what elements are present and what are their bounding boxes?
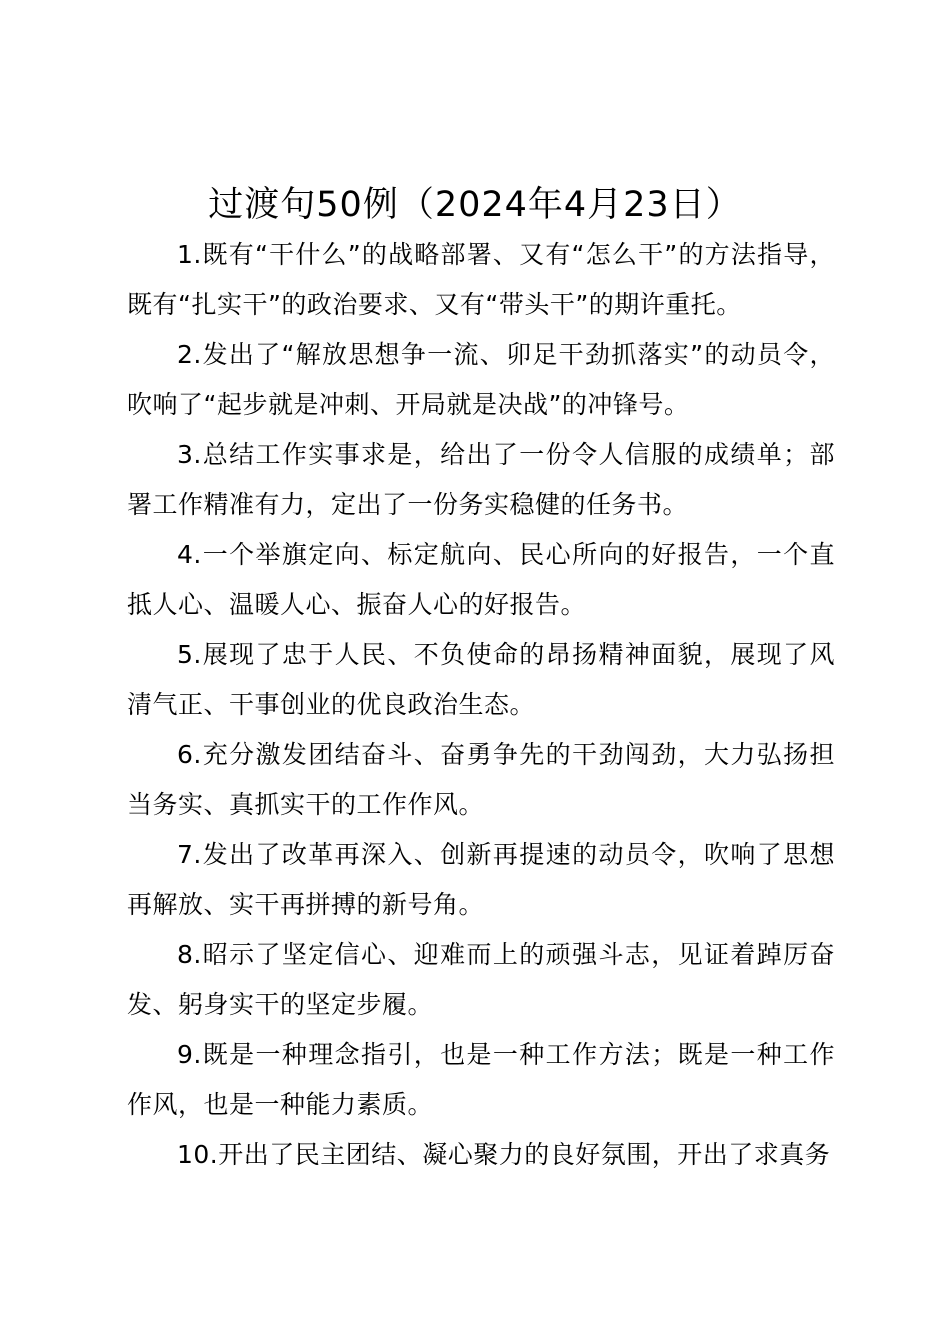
paragraph-7: 7.发出了改革再深入、创新再提速的动员令，吹响了思想再解放、实干再拼搏的新号角。 — [127, 840, 835, 919]
paragraph-3: 3.总结工作实事求是，给出了一份令人信服的成绩单；部署工作精准有力，定出了一份务实稳健的任务书。 — [127, 440, 835, 519]
paragraph-5: 5.展现了忠于人民、不负使命的昂扬精神面貌，展现了风清气正、干事创业的优良政治生态。 — [127, 640, 835, 719]
paragraph-8: 8.昭示了坚定信心、迎难而上的顽强斗志，见证着踔厉奋发、躬身实干的坚定步履。 — [127, 940, 835, 1019]
paragraph-2: 2.发出了“解放思想争一流、卯足干劲抓落实”的动员令，吹响了“起步就是冲刺、开局就是决战”的冲锋号。 — [127, 340, 835, 419]
paragraph-9: 9.既是一种理念指引，也是一种工作方法；既是一种工作作风，也是一种能力素质。 — [127, 1040, 835, 1119]
document-title: 过渡句50例（2024年4月23日） — [208, 185, 742, 225]
paragraph-10: 10.开出了民主团结、凝心聚力的良好氛围，开出了求真务 — [177, 1140, 831, 1169]
paragraph-6: 6.充分激发团结奋斗、奋勇争先的干劲闯劲，大力弘扬担当务实、真抓实干的工作作风。 — [127, 740, 835, 819]
paragraph-4: 4.一个举旗定向、标定航向、民心所向的好报告，一个直抵人心、温暖人心、振奋人心的好报告。 — [127, 540, 835, 619]
document-body — [127, 230, 835, 1180]
paragraph-1: 1.既有“干什么”的战略部署、又有“怎么干”的方法指导，既有“扎实干”的政治要求、又有“带头干”的期许重托。 — [127, 240, 835, 319]
